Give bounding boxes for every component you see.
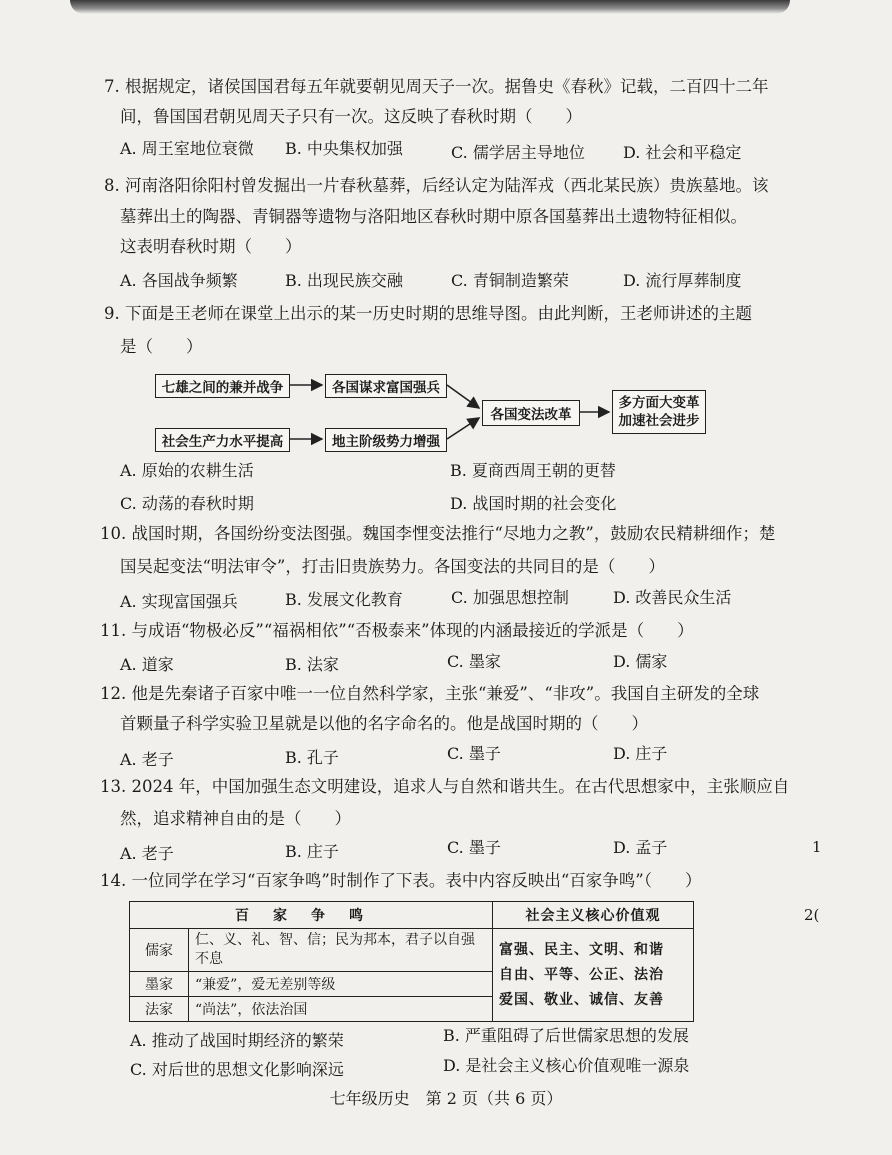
q9-stem-line2: 是（ ） xyxy=(120,337,203,356)
table-cell-school: 儒家 xyxy=(130,929,189,972)
q13-option-c[interactable]: C. 墨子 xyxy=(447,838,501,857)
q12-option-d[interactable]: D. 庄子 xyxy=(613,744,668,763)
q12-option-a[interactable]: A. 老子 xyxy=(120,750,174,769)
q7-option-b[interactable]: B. 中央集权加强 xyxy=(285,139,403,158)
flow-box-productivity: 社会生产力水平提高 xyxy=(155,428,290,452)
table-cell-content: “兼爱”，爱无差别等级 xyxy=(189,972,493,997)
flow-box-result xyxy=(612,390,706,434)
q11-stem-line1: 11. 与成语“物极必反”“福祸相依”“否极泰来”体现的内涵最接近的学派是（ ） xyxy=(100,621,694,640)
arrow-3 xyxy=(447,385,479,408)
flow-box-landlord: 地主阶级势力增强 xyxy=(325,428,447,452)
q9-stem-line1: 9. 下面是王老师在课堂上出示的某一历史时期的思维导图。由此判断，王老师讲述的主题 xyxy=(104,304,752,323)
table-cell-content: “尚法”，依法治国 xyxy=(189,997,493,1022)
q10-option-c[interactable]: C. 加强思想控制 xyxy=(451,588,569,607)
q9-option-d[interactable]: D. 战国时期的社会变化 xyxy=(450,494,617,513)
margin-mark-2: 2( xyxy=(804,906,820,924)
flow-arrows xyxy=(0,0,892,470)
q7-option-c[interactable]: C. 儒学居主导地位 xyxy=(451,143,585,162)
q13-stem-line2: 然，追求精神自由的是（ ） xyxy=(120,809,351,828)
q7-option-a[interactable]: A. 周王室地位衰微 xyxy=(120,139,254,158)
table-header-hundred-schools: 百家争鸣 xyxy=(130,902,493,929)
table-cell-content: 仁、义、礼、智、信；民为邦本，君子以自强不息 xyxy=(189,929,493,972)
q14-option-a[interactable]: A. 推动了战国时期经济的繁荣 xyxy=(130,1031,344,1050)
q10-option-b[interactable]: B. 发展文化教育 xyxy=(285,590,403,609)
q11-option-d[interactable]: D. 儒家 xyxy=(613,652,668,671)
q13-option-d[interactable]: D. 孟子 xyxy=(613,838,668,857)
q8-stem-line1: 8. 河南洛阳徐阳村曾发掘出一片春秋墓葬，后经认定为陆浑戎（西北某民族）贵族墓地。该 xyxy=(104,176,769,195)
page-footer: 七年级历史 第 2 页（共 6 页） xyxy=(329,1089,563,1108)
q13-option-a[interactable]: A. 老子 xyxy=(120,844,174,863)
flow-box-result-line2: 加速社会进步 xyxy=(618,413,700,429)
core-values-line3: 爱国、敬业、诚信、友善 xyxy=(499,991,664,1008)
q8-option-b[interactable]: B. 出现民族交融 xyxy=(285,271,403,290)
q7-stem-line1: 7. 根据规定，诸侯国国君每五年就要朝见周天子一次。据鲁史《春秋》记载，二百四十二年 xyxy=(104,77,769,96)
table-cell-school: 法家 xyxy=(130,997,189,1022)
q9-option-b[interactable]: B. 夏商西周王朝的更替 xyxy=(450,461,616,480)
q8-option-c[interactable]: C. 青铜制造繁荣 xyxy=(451,271,569,290)
q14-stem-line1: 14. 一位同学在学习“百家争鸣”时制作了下表。表中内容反映出“百家争鸣”（ ） xyxy=(100,871,702,890)
core-values-line2: 自由、平等、公正、法治 xyxy=(499,966,664,983)
q10-stem-line2: 国吴起变法“明法审令”，打击旧贵族势力。各国变法的共同目的是（ ） xyxy=(120,557,665,576)
table-cell-core-values xyxy=(493,929,694,1022)
q9-option-c[interactable]: C. 动荡的春秋时期 xyxy=(120,494,254,513)
q9-option-a[interactable]: A. 原始的农耕生活 xyxy=(120,461,254,480)
flow-box-wars: 七雄之间的兼并战争 xyxy=(155,374,290,398)
q13-stem-line1: 13. 2024 年，中国加强生态文明建设，追求人与自然和谐共生。在古代思想家中，主张顺应自 xyxy=(100,777,790,796)
q14-option-d[interactable]: D. 是社会主义核心价值观唯一源泉 xyxy=(443,1056,690,1075)
q8-option-a[interactable]: A. 各国战争频繁 xyxy=(120,271,238,290)
q10-stem-line1: 10. 战国时期，各国纷纷变法图强。魏国李悝变法推行“尽地力之教”，鼓励农民精耕细作；楚 xyxy=(100,524,776,543)
q7-stem-line2: 间，鲁国国君朝见周天子只有一次。这反映了春秋时期（ ） xyxy=(120,107,582,126)
q14-option-b[interactable]: B. 严重阻碍了后世儒家思想的发展 xyxy=(443,1026,689,1045)
q12-stem-line2: 首颗量子科学实验卫星就是以他的名字命名的。他是战国时期的（ ） xyxy=(120,714,648,733)
flow-box-strengthen: 各国谋求富国强兵 xyxy=(325,374,447,398)
table-cell-school: 墨家 xyxy=(130,972,189,997)
q11-option-c[interactable]: C. 墨家 xyxy=(447,652,501,671)
q12-stem-line1: 12. 他是先秦诸子百家中唯一一位自然科学家，主张“兼爱”、“非攻”。我国自主研发的全球 xyxy=(100,684,760,703)
table-header-core-values: 社会主义核心价值观 xyxy=(493,902,694,929)
q13-option-b[interactable]: B. 庄子 xyxy=(285,842,339,861)
margin-mark-1: 1 xyxy=(812,838,822,856)
q8-stem-line2: 墓葬出土的陶器、青铜器等遗物与洛阳地区春秋时期中原各国墓葬出土遗物特征相似。 xyxy=(120,207,747,226)
q10-option-a[interactable]: A. 实现富国强兵 xyxy=(120,592,238,611)
q14-option-c[interactable]: C. 对后世的思想文化影响深远 xyxy=(130,1060,344,1079)
q14-comparison-table xyxy=(129,901,694,1022)
flow-box-result-line1: 多方面大变革 xyxy=(618,395,700,411)
q10-option-d[interactable]: D. 改善民众生活 xyxy=(613,588,732,607)
q8-option-d[interactable]: D. 流行厚葬制度 xyxy=(623,271,742,290)
q11-option-a[interactable]: A. 道家 xyxy=(120,655,174,674)
q8-stem-line3: 这表明春秋时期（ ） xyxy=(120,237,302,256)
table-row xyxy=(130,929,694,972)
q7-option-d[interactable]: D. 社会和平稳定 xyxy=(623,143,742,162)
q12-option-b[interactable]: B. 孔子 xyxy=(285,748,339,767)
arrow-4 xyxy=(447,418,479,439)
core-values-line1: 富强、民主、文明、和谐 xyxy=(499,941,664,958)
q12-option-c[interactable]: C. 墨子 xyxy=(447,744,501,763)
q11-option-b[interactable]: B. 法家 xyxy=(285,655,339,674)
flow-box-reform: 各国变法改革 xyxy=(482,400,580,426)
